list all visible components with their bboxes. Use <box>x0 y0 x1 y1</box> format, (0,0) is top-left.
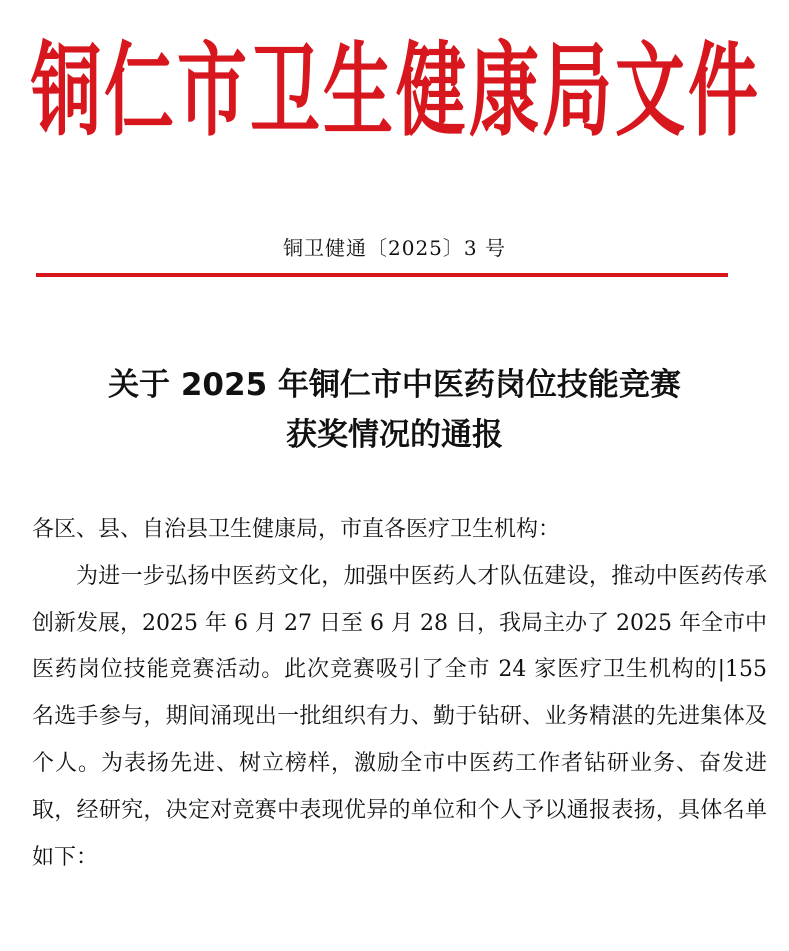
notice-title-line-1: 关于 2025 年铜仁市中医药岗位技能竞赛 <box>108 367 681 403</box>
masthead <box>31 26 761 156</box>
notice-title-line-2: 获奖情况的通报 <box>286 417 503 453</box>
red-divider <box>36 273 728 277</box>
salutation: 各区、县、自治县卫生健康局，市直各医疗卫生机构： <box>32 517 561 542</box>
document-number: 铜卫健通〔2025〕3 号 <box>283 236 506 260</box>
body-paragraph: 为进一步弘扬中医药文化，加强中医药人才队伍建设，推动中医药传承创新发展，2025 年 6 月 27 日至 6 月 28 日，我局主办了 2025 年全市中医药岗位技能竞赛活动。此次竞赛吸引了全市 24 家医疗卫生机构的|155 名选手参与，期间涌现出一批组织有力、勤于钻研、业务精湛的先进集体及个人。为表扬先进、树立榜样，激励全市中医药工作者钻研业务、奋发进取，经研究，决定对竞赛中表现优异的单位和个人予以通报表扬，具体名单如下： <box>32 563 767 870</box>
issuer-title: 铜仁市卫生健康局文件 <box>31 30 761 151</box>
notice-title <box>0 360 789 460</box>
notice-body <box>32 507 767 881</box>
